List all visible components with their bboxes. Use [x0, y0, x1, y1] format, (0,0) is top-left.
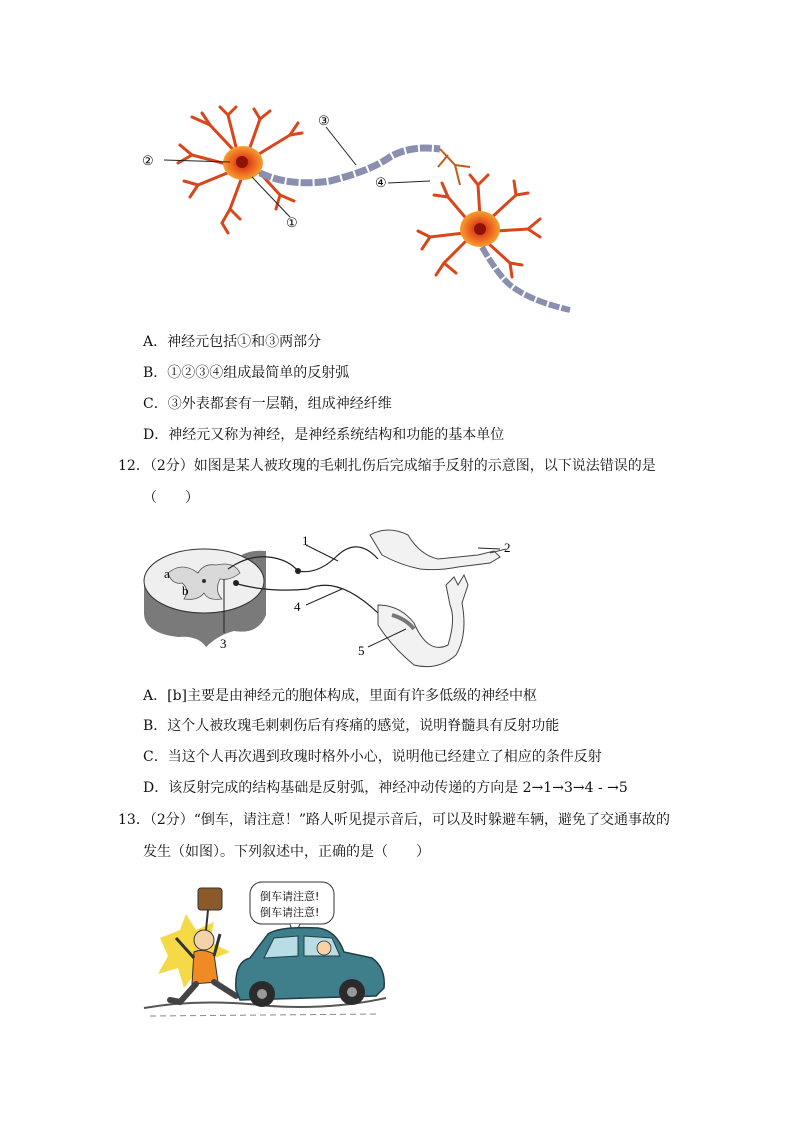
bubble-line-1: 倒车请注意! — [260, 890, 320, 903]
q12-stem-line2: （ ） — [143, 490, 199, 506]
arm-lower — [378, 575, 468, 667]
car — [236, 928, 384, 1007]
reflex-arc-figure — [138, 515, 528, 675]
neuron-figure — [130, 105, 590, 320]
label-fig2-1: 1 — [302, 533, 309, 548]
q12-stem-line1: 12．（2分）如图是某人被玫瑰的毛刺扎伤后完成缩手反射的示意图，以下说法错误的是 — [118, 458, 656, 474]
label-3: ③ — [318, 113, 330, 128]
label-b: b — [182, 583, 189, 598]
axon-2 — [482, 247, 570, 310]
axon-1 — [260, 148, 440, 183]
q12-option-a: A．[b]主要是由神经元的胞体构成，里面有许多低级的神经中枢 — [143, 688, 537, 704]
q12-option-b: B．这个人被玫瑰毛刺刺伤后有疼痛的感觉，说明脊髓具有反射功能 — [143, 718, 560, 734]
label-fig2-5: 5 — [358, 643, 365, 658]
q12-option-c: C．当这个人再次遇到玫瑰时格外小心，说明他已经建立了相应的条件反射 — [143, 749, 602, 765]
label-fig2-4: 4 — [294, 599, 301, 614]
label-4: ④ — [375, 175, 387, 190]
q11-option-a: A．神经元包括①和③两部分 — [143, 334, 322, 350]
arm-upper — [370, 530, 500, 570]
label-2: ② — [142, 153, 154, 168]
q11-option-b: B．①②③④组成最简单的反射弧 — [143, 365, 350, 381]
q11-option-c: C．③外表都套有一层鞘，组成神经纤维 — [143, 396, 392, 412]
q11-option-d: D．神经元又称为神经，是神经系统结构和功能的基本单位 — [143, 427, 505, 443]
label-fig2-3: 3 — [220, 636, 227, 651]
neuron-2-nucleus — [474, 223, 486, 235]
label-a: a — [164, 566, 170, 581]
q13-stem-line2: 发生（如图）。下列叙述中，正确的是（ ） — [143, 844, 430, 860]
car-cartoon-figure — [140, 878, 390, 1026]
label-1: ① — [286, 215, 298, 230]
label-fig2-2: 2 — [504, 540, 511, 555]
q12-option-d: D．该反射完成的结构基础是反射弧，神经冲动传递的方向是 2→1→3→4 - →5 — [143, 780, 628, 796]
spinal-cord-section — [144, 549, 266, 647]
neuron-1-nucleus — [236, 156, 248, 168]
bubble-line-2: 倒车请注意! — [260, 906, 320, 919]
q13-stem-line1: 13．（2分）“倒车，请注意！”路人听见提示音后，可以及时躲避车辆，避免了交通事故的 — [118, 812, 671, 828]
